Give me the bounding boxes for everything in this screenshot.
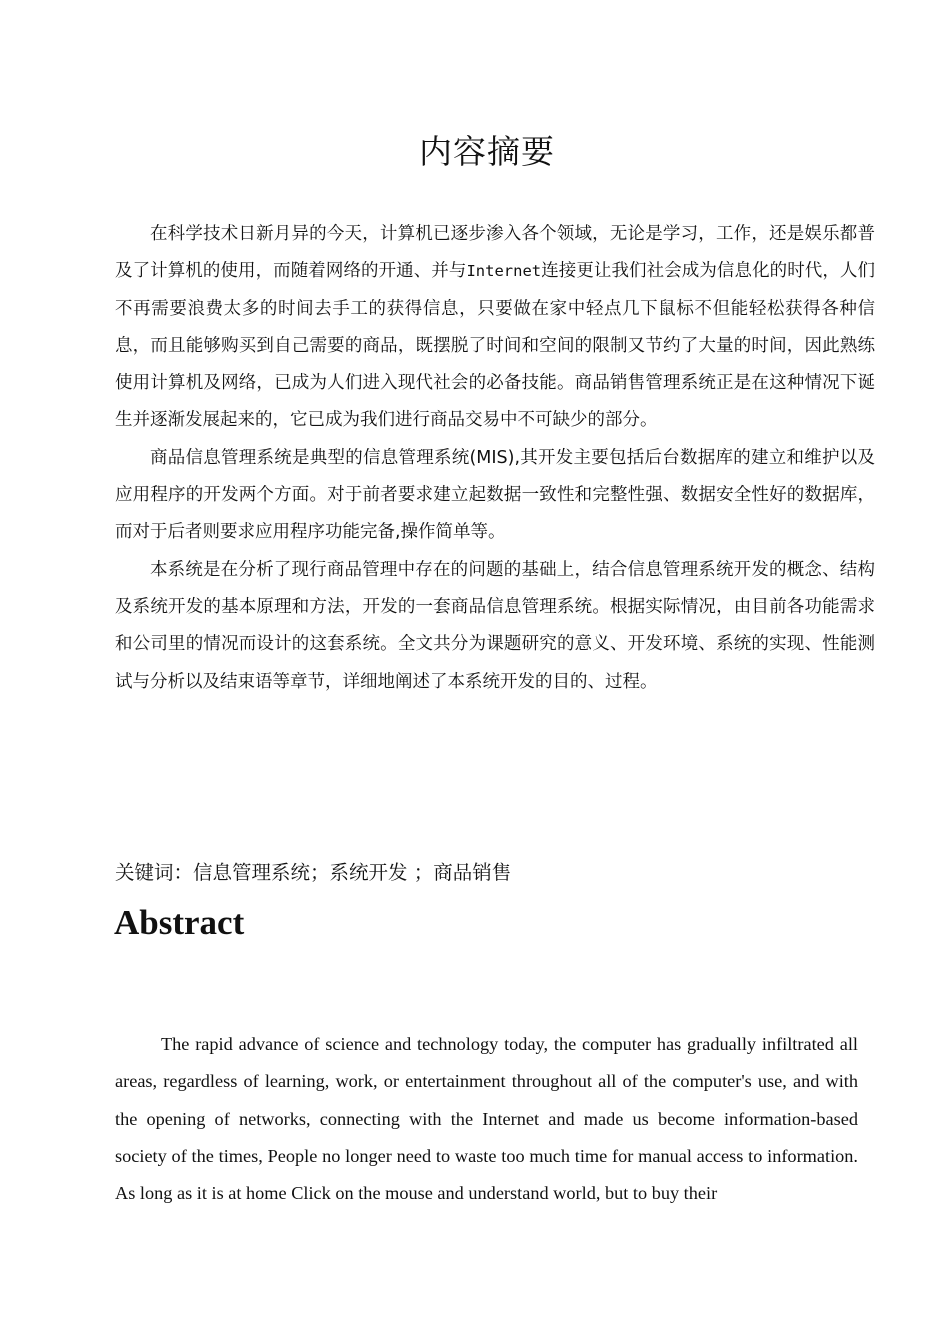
internet-term: Internet (466, 262, 542, 281)
chinese-abstract-title: 内容摘要 (419, 132, 555, 171)
english-abstract-body (115, 1026, 858, 1212)
chinese-paragraph-3: 本系统是在分析了现行商品管理中存在的问题的基础上，结合信息管理系统开发的概念、结构及系统开发的基本原理和方法，开发的一套商品信息管理系统。根据实际情况，由目前各功能需求和公司里的情况而设计的这套系统。全文共分为课题研究的意义、开发环境、系统的实现、性能测试与分析以及结束语等章节，详细地阐述了本系统开发的目的、过程。 (115, 559, 875, 692)
english-abstract-title: Abstract (114, 903, 245, 942)
english-paragraph-1: The rapid advance of science and technology today, the computer has gradually infiltrated all areas, regardless of learning, work, or entertainment throughout all of the computer's use, and with the opening of networks, connecting with the Internet and made us become information-based society of the times, People no longer need to waste too much time for manual access to information. As long as it is at home Click on the mouse and understand world, but to buy their (115, 1034, 858, 1204)
chinese-paragraph-1-part2: 连接更让我们社会成为信息化的时代，人们不再需要浪费太多的时间去手工的获得信息，只要做在家中轻点几下鼠标不但能轻松获得各种信息，而且能够购买到自己需要的商品，既摆脱了时间和空间的限制又节约了大量的时间，因此熟练使用计算机及网络，已成为人们进入现代社会的必备技能。商品销售管理系统正是在这种情况下诞生并逐渐发展起来的，它已成为我们进行商品交易中不可缺少的部分。 (115, 261, 876, 431)
chinese-paragraph-2: 商品信息管理系统是典型的信息管理系统(MIS),其开发主要包括后台数据库的建立和维护以及应用程序的开发两个方面。对于前者要求建立起数据一致性和完整性强、数据安全性好的数据库，而对于后者则要求应用程序功能完备,操作简单等。 (115, 447, 875, 543)
chinese-paragraph-1 (115, 216, 875, 440)
chinese-paragraph-1-part1: 在科学技术日新月异的今天，计算机已逐步渗入各个领域，无论是学习，工作，还是娱乐都普及了计算机的使用，而随着网络的开通、并与 (115, 224, 875, 282)
keywords-line: 关键词：信息管理系统；系统开发 ；商品销售 (115, 861, 512, 884)
chinese-abstract-body (115, 216, 875, 701)
